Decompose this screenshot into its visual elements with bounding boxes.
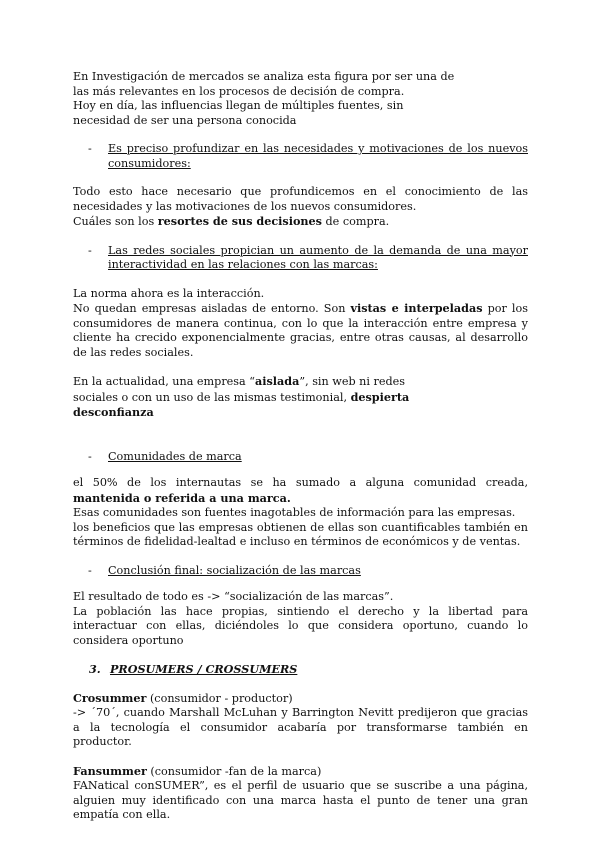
definition-term: Crosummer — [73, 690, 147, 705]
bullet-heading: Conclusión final: socialización de las marcas — [108, 563, 361, 577]
paragraph-line: En la actualidad, una empresa “aislada”, sin web ni redes — [73, 374, 406, 388]
section-title: PROSUMERS / CROSSUMERS — [110, 662, 298, 676]
bullet-dash: - — [88, 563, 92, 577]
bold-text: vistas e interpeladas — [350, 301, 483, 315]
paragraph-comunidades — [73, 476, 528, 550]
intro-line: En Investigación de mercados se analiza esta figura por ser una de — [73, 70, 455, 83]
intro-paragraph — [73, 70, 528, 128]
paragraph-line: El resultado de todo es -> “socialización de las marcas”. — [73, 590, 394, 603]
bullet-conclusion — [88, 564, 528, 579]
section-number: 3. — [89, 662, 101, 676]
bullet-redes-sociales — [88, 244, 528, 273]
bold-text: resortes de sus decisiones — [157, 214, 322, 228]
bullet-heading: Las redes sociales propician un aumento de la demanda de una mayor interactividad en las relaciones con las marcas: — [108, 243, 528, 271]
paragraph-aislada — [73, 374, 528, 420]
paragraph-conclusion — [73, 590, 528, 648]
bullet-dash: - — [88, 142, 92, 155]
bullet-necesidades — [88, 142, 528, 171]
intro-line: Hoy en día, las influencias llegan de múltiples fuentes, sin — [73, 99, 404, 112]
intro-line: necesidad de ser una persona conocida — [73, 113, 297, 127]
section-heading — [89, 662, 528, 677]
paragraph-text: La población las hace propias, sintiendo el derecho y la libertad para interactuar con ellas, diciéndoles lo que considera oportuno, cuando lo considera oportuno — [73, 604, 528, 647]
bold-text: despierta — [350, 389, 410, 404]
bullet-dash: - — [88, 449, 92, 463]
paragraph-line: Esas comunidades son fuentes inagotables de información para las empresas. — [73, 506, 516, 519]
definition-term-line: Fansummer (consumidor -fan de la marca) — [73, 763, 322, 778]
paragraph-text: el 50% de los internautas se ha sumado a alguna comunidad creada, mantenida o referida a una marca. — [73, 476, 528, 505]
definition-term: Fansummer — [73, 763, 147, 778]
paragraph-interaccion — [73, 287, 528, 361]
definition-text: -> ´70´, cuando Marshall McLuhan y Barrington Nevitt predijeron que gracias a la tecnología el consumidor acabaría por transformarse también en productor. — [73, 706, 528, 748]
paragraph-text: los beneficios que las empresas obtienen de ellas son cuantificables también en términos de fidelidad-lealtad e incluso en términos de económicos y de ventas. — [73, 520, 528, 548]
bold-text: mantenida o referida a una marca. — [73, 490, 291, 505]
bullet-heading: Comunidades de marca — [108, 449, 242, 463]
bold-text: aislada — [254, 374, 300, 388]
bold-line: desconfianza — [73, 405, 154, 419]
bullet-dash: - — [88, 243, 92, 257]
paragraph-line: sociales o con un uso de las mismas testimonial, despierta — [73, 389, 410, 404]
document-page — [73, 70, 528, 823]
paragraph-necesidades — [73, 185, 528, 230]
definition-fansummer — [73, 764, 528, 823]
bullet-heading: Es preciso profundizar en las necesidades y motivaciones de los nuevos consumidores: — [108, 142, 528, 170]
definition-crossumer — [73, 691, 528, 750]
definition-text: FANatical conSUMER”, es el perfil de usuario que se suscribe a una página, alguien muy identificado con una marca hasta el punto de tener una gran empatía con ella. — [73, 779, 528, 821]
intro-line: las más relevantes en los procesos de decisión de compra. — [73, 84, 405, 98]
paragraph-text: Todo esto hace necesario que profundicemos en el conocimiento de las necesidades y las motivaciones de los nuevos consumidores. — [73, 185, 528, 213]
paragraph-line: La norma ahora es la interacción. — [73, 286, 265, 300]
paragraph-line: Cuáles son los resortes de sus decisiones de compra. — [73, 214, 390, 228]
paragraph-text: No quedan empresas aisladas de entorno. Son vistas e interpeladas por los consumidores de manera continua, con lo que la interacción entre empresa y cliente ha crecido exponencialmente gracias, entre otras causas, al desarrollo de las redes sociales. — [73, 301, 528, 359]
bullet-comunidades — [88, 450, 528, 465]
definition-term-line: Crosummer (consumidor - productor) — [73, 690, 293, 705]
